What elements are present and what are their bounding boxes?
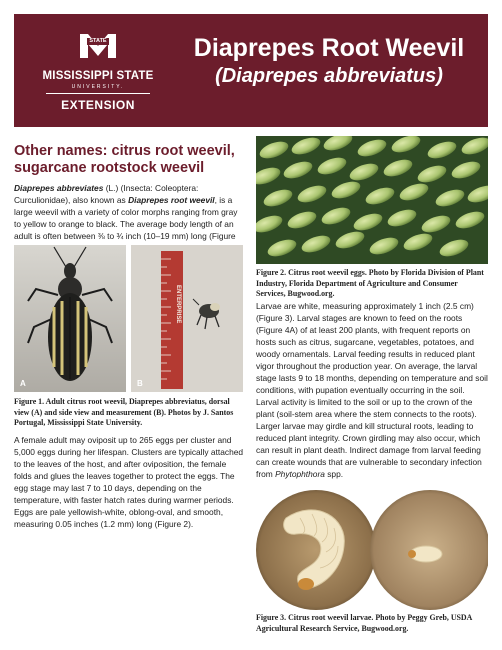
weevil-eggs-image [256, 136, 488, 264]
figure1-caption: Figure 1. Adult citrus root weevil, Diaprepes abbreviatus, dorsal view (A) and side view and measurement (B). Photos by J. Santos Portugal, Mississippi State University. [14, 397, 234, 427]
figure1-photo-a [14, 245, 126, 392]
logo-msu-text: MISSISSIPPI STATE [42, 70, 154, 82]
phytophthora-name: Phytophthora [275, 469, 325, 479]
figure2-eggs-photo [256, 136, 488, 264]
weevil-larvae-image [256, 488, 488, 610]
logo-divider [46, 93, 150, 94]
larvae-text-1: Larvae are white, measuring approximately 1 inch (2.5 cm) (Figure 3). Larval stages are known to feed on the roots (Figure 4A) of at least 200 plants, with frequent reports on hosts such as citrus, sugarcane, vegetables, potatoes, and woody ornamentals. Larval feeding results in reduced plant vigor throughout the production year. On average, the larval stage lasts 9 to 18 months, depending on temperature and soil conditions, with pupation eventually occurring in the soil. Larval activity is limited to the soil or up to the crown of the plant (soil-stem area where the stem connects to the roots). Larger larvae may girdle and kill structural roots, leading to reduced plant integrity. Crown girdling may also occur, which can result in plant death. Indirect damage from larval feeding can create wounds that are vulnerable to secondary infection from [256, 301, 488, 479]
page-subtitle: (Diaprepes abbreviatus) [215, 65, 443, 87]
adult-weevil-dorsal-image [14, 245, 126, 392]
figure1-label-b: B [137, 379, 143, 388]
logo-university-text: UNIVERSITY. [71, 84, 125, 90]
figure2-caption: Figure 2. Citrus root weevil eggs. Photo by Florida Division of Plant Industry, Florida Department of Agriculture and Consumer Services, Bugwood.org. [256, 268, 484, 298]
larvae-paragraph [256, 300, 488, 480]
adult-paragraph: A female adult may oviposit up to 265 eggs per cluster and 5,000 eggs during her lifespan. Clusters are typically attached to the leaves of the host, and after oviposition, the female folds and glues the leaves together to protect the eggs. The egg stage may last 7 to 10 days, depending on the temperature, with faster hatch rates during warmer periods. Eggs are pale yellowish-white, oblong-oval, and smooth, measuring 0.05 inches (1.2 mm) long (Figure 2). [14, 435, 244, 529]
logo-extension-text: EXTENSION [61, 98, 135, 112]
larvae-text-2: spp. [324, 469, 344, 479]
species-name: Diaprepes abbreviates [14, 183, 104, 193]
logo-state-text: STATE [89, 38, 107, 44]
intro-text-1: (L.) (Insecta: Coleoptera: Curculionidae), also known as [14, 183, 199, 205]
common-name: Diaprepes root weevil [128, 195, 215, 205]
other-names-heading: Other names: citrus root weevil, sugarcane rootstock weevil [14, 143, 235, 176]
figure1-photo-b [131, 245, 243, 392]
msu-extension-logo [36, 24, 160, 116]
msu-m-logo-icon [78, 30, 118, 60]
weevil-side-ruler-image [131, 245, 243, 392]
intro-paragraph [14, 182, 246, 254]
figure1-label-a: A [20, 379, 26, 388]
ruler-text: ENTERPRISE [175, 285, 181, 324]
figure3-caption: Figure 3. Citrus root weevil larvae. Photo by Peggy Greb, USDA Agricultural Research Service, Bugwood.org. [256, 613, 472, 633]
intro-text-2: , is a large weevil with a variety of color morphs ranging from gray to yellow to orange to black. The average body length of an adult is often between ⅜ to ¾ inch (10–19 mm) long (Figure [14, 195, 238, 241]
header-banner [14, 14, 488, 127]
figure3-larvae-photo [256, 488, 488, 610]
page-title: Diaprepes Root Weevil [193, 34, 465, 62]
